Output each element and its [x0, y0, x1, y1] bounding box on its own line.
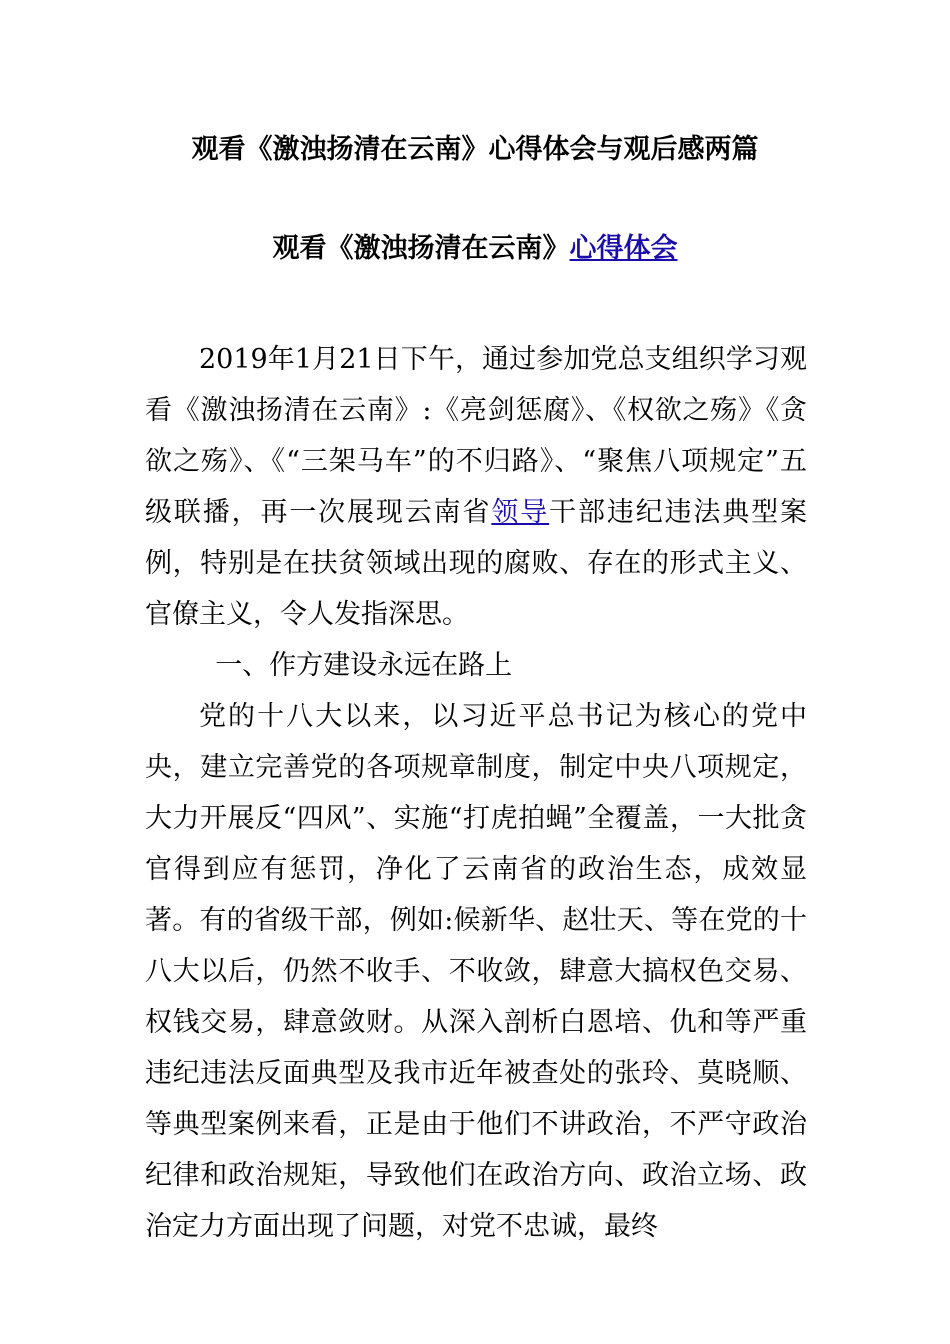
document-body	[145, 334, 807, 1252]
intro-text-after-link: 干部违纪违法典型案例，特别是在扶贫领域出现的腐败、存在的形式主义、官僚主义，令人发指深思。	[145, 497, 808, 630]
section-heading: 一、作方建设永远在路上	[215, 650, 513, 681]
intro-text-before-link: 2019年1月21日下午，通过参加党总支组织学习观看《激浊扬清在云南》:《亮剑惩腐》、《权欲之殇》《贪欲之殇》、《“三架马车”的不归路》、“聚焦八项规定”五级联播，再一次展现云南省	[145, 344, 807, 528]
subtitle-link[interactable]: 心得体会	[569, 233, 678, 264]
document-title: 观看《激浊扬清在云南》心得体会与观后感两篇	[191, 134, 759, 165]
leader-link[interactable]: 领导	[491, 497, 550, 528]
intro-paragraph	[145, 334, 807, 640]
document-subtitle	[0, 229, 950, 269]
body-paragraph: 党的十八大以来，以习近平总书记为核心的党中央，建立完善党的各项规章制度，制定中央八项规定，大力开展反“四风”、实施“打虎拍蝇”全覆盖，一大批贪官得到应有惩罚，净化了云南省的政治生态，成效显著。有的省级干部，例如:候新华、赵壮天、等在党的十八大以后，仍然不收手、不收敛，肆意大搞权色交易、权钱交易，肆意敛财。从深入剖析白恩培、仇和等严重违纪违法反面典型及我市近年被查处的张玲、莫晓顺、等典型案例来看，正是由于他们不讲政治，不严守政治纪律和政治规矩，导致他们在政治方向、政治立场、政治定力方面出现了问题，对党不忠诚，最终	[145, 701, 807, 1242]
subtitle-text: 观看《激浊扬清在云南》	[272, 233, 570, 264]
